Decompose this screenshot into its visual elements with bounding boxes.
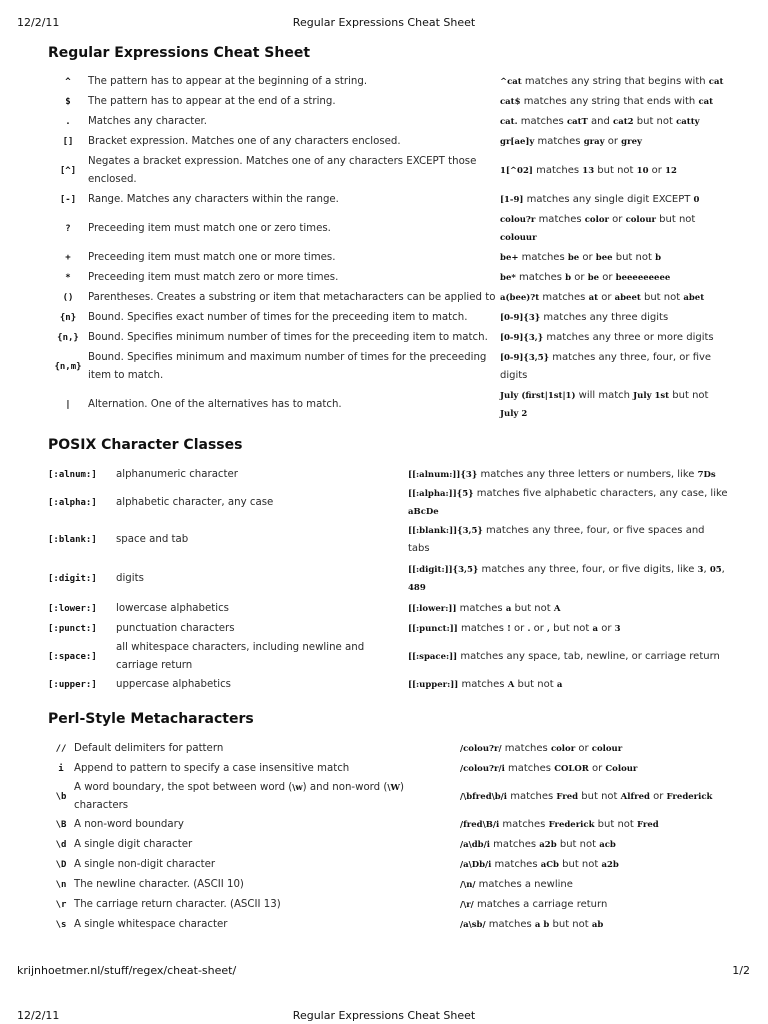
code-snippet: cat: [708, 77, 724, 87]
pattern-example: [500, 72, 728, 92]
code-snippet: colou?r: [500, 215, 536, 225]
code-snippet: /\r/: [460, 900, 474, 910]
text-fragment: but not: [514, 679, 557, 690]
text-fragment: matches: [504, 763, 555, 774]
pattern-description: uppercase alphabetics: [116, 679, 231, 690]
pattern-description: Bracket expression. Matches one of any characters enclosed.: [88, 136, 401, 147]
code-snippet: acb: [599, 840, 616, 850]
text-fragment: or: [530, 623, 548, 634]
text-fragment: but not: [578, 791, 621, 802]
text-fragment: Default delimiters for pattern: [74, 743, 224, 754]
pattern-example: [500, 288, 728, 308]
pattern-symbol: \n: [55, 880, 67, 890]
code-snippet: be+: [500, 253, 519, 263]
code-snippet: [[:digit:]]{3,5}: [408, 565, 479, 575]
code-snippet: catT: [566, 117, 588, 127]
pattern-symbol: *: [65, 273, 71, 283]
text-fragment: matches a newline: [475, 879, 573, 890]
text-fragment: or: [588, 763, 606, 774]
table-row: [48, 210, 728, 248]
section-title-regex: Regular Expressions Cheat Sheet: [48, 45, 311, 61]
table-row: [48, 915, 728, 935]
regex-table: [48, 72, 728, 424]
code-snippet: July 1st: [633, 391, 670, 401]
pattern-description: Parentheses. Creates a substring or item that metacharacters can be applied to: [88, 292, 496, 303]
pattern-example: [500, 248, 728, 268]
pattern-description: lowercase alphabetics: [116, 603, 229, 614]
code-snippet: /a\Db/i: [460, 860, 492, 870]
pattern-example: [408, 559, 728, 599]
code-snippet: [0-9]{3,}: [500, 333, 544, 343]
table-row: [48, 619, 728, 639]
table-row: [48, 465, 728, 485]
code-snippet: \W: [387, 783, 401, 793]
table-row: [48, 308, 728, 328]
code-snippet: [[:lower:]]: [408, 604, 457, 614]
pattern-symbol: i: [58, 764, 64, 774]
pattern-example: [460, 779, 728, 815]
table-row: [48, 386, 728, 424]
table-row: [48, 72, 728, 92]
pattern-description: Bound. Specifies minimum and maximum number of times for the preceeding item to match.: [88, 352, 487, 381]
code-snippet: !: [507, 624, 511, 634]
pattern-symbol: \r: [55, 900, 67, 910]
pattern-symbol: [:alpha:]: [48, 498, 97, 508]
text-fragment: or: [571, 272, 588, 283]
pattern-example: [460, 739, 728, 759]
code-snippet: be: [587, 273, 600, 283]
pattern-symbol: \s: [55, 920, 67, 930]
text-fragment: and: [587, 116, 614, 127]
section-title-posix: POSIX Character Classes: [48, 437, 243, 453]
pattern-description: [74, 739, 460, 759]
table-row: [48, 895, 728, 915]
code-snippet: be: [567, 253, 580, 263]
text-fragment: or: [608, 214, 626, 225]
pattern-example: [408, 465, 728, 485]
text-fragment: matches: [456, 603, 506, 614]
text-fragment: matches: [539, 292, 589, 303]
text-fragment: matches: [534, 136, 584, 147]
text-fragment: matches any three, four, or five digits, like: [478, 564, 698, 575]
table-row: [48, 92, 728, 112]
code-snippet: abeet: [614, 293, 641, 303]
pattern-example: [500, 328, 728, 348]
pattern-symbol: {n,}: [57, 333, 79, 343]
pattern-symbol: |: [65, 400, 71, 410]
pattern-example: [500, 386, 728, 424]
pattern-example: [500, 112, 728, 132]
text-fragment: or: [579, 252, 596, 263]
table-row: [48, 348, 728, 386]
table-row: [48, 835, 728, 855]
pattern-description: Bound. Specifies minimum number of times for the preceeding item to match.: [88, 332, 488, 343]
text-fragment: matches: [518, 252, 568, 263]
pattern-symbol: [:lower:]: [48, 604, 97, 614]
pattern-description: punctuation characters: [116, 623, 235, 634]
code-snippet: /fred\B/i: [460, 820, 500, 830]
table-row: [48, 739, 728, 759]
text-fragment: A non-word boundary: [74, 819, 184, 830]
pattern-symbol: []: [62, 137, 74, 147]
table-row: [48, 288, 728, 308]
code-snippet: /colou?r/: [460, 744, 502, 754]
pattern-symbol: [:punct:]: [48, 624, 97, 634]
text-fragment: but not: [558, 859, 602, 870]
table-row: [48, 559, 728, 599]
text-fragment: A single whitespace character: [74, 919, 228, 930]
pattern-symbol: [:blank:]: [48, 535, 97, 545]
pattern-description: [74, 895, 460, 915]
code-snippet: [1-9]: [500, 195, 524, 205]
pattern-example: [500, 268, 728, 288]
pattern-example: [460, 759, 728, 779]
text-fragment: matches: [489, 839, 540, 850]
table-row: [48, 759, 728, 779]
text-fragment: but not: [640, 292, 684, 303]
code-snippet: catty: [676, 117, 700, 127]
code-snippet: 489: [408, 583, 426, 593]
pattern-symbol: +: [65, 253, 71, 263]
pattern-example: [460, 875, 728, 895]
footer-page-number: 1/2: [732, 964, 750, 977]
text-fragment: but not: [550, 623, 593, 634]
pattern-description: all whitespace characters, including newline and carriage return: [116, 642, 365, 671]
pattern-symbol: [:alnum:]: [48, 470, 97, 480]
code-snippet: Frederick: [548, 820, 595, 830]
text-fragment: or: [598, 292, 615, 303]
header-date: 12/2/11: [17, 16, 60, 29]
code-snippet: a: [556, 680, 563, 690]
code-snippet: July (first|1st|1): [500, 391, 576, 401]
text-fragment: matches any three letters or numbers, like: [477, 469, 698, 480]
pattern-symbol: \D: [55, 860, 67, 870]
text-fragment: ) and non-word (: [302, 782, 388, 793]
next-header-date: 12/2/11: [17, 1009, 60, 1022]
text-fragment: or: [575, 743, 592, 754]
table-row: [48, 779, 728, 815]
code-snippet: [0-9]{3,5}: [500, 353, 550, 363]
code-snippet: a b: [534, 920, 550, 930]
pattern-example: [408, 675, 728, 695]
pattern-example: [408, 485, 728, 521]
code-snippet: A: [507, 680, 515, 690]
code-snippet: Fred: [637, 820, 659, 830]
text-fragment: matches: [457, 623, 508, 634]
text-fragment: matches: [485, 919, 535, 930]
table-row: [48, 599, 728, 619]
code-snippet: .: [527, 624, 531, 634]
pattern-symbol: {n,m}: [54, 362, 82, 372]
pattern-description: Negates a bracket expression. Matches one of any characters EXCEPT those enclosed.: [88, 156, 477, 185]
section-title-perl: Perl-Style Metacharacters: [48, 711, 254, 727]
text-fragment: matches any single digit EXCEPT: [523, 194, 694, 205]
text-fragment: A single non-digit character: [74, 859, 216, 870]
table-row: [48, 190, 728, 210]
pattern-description: [74, 835, 460, 855]
pattern-symbol: [^]: [59, 166, 77, 176]
pattern-description: [74, 915, 460, 935]
pattern-description: alphanumeric character: [116, 469, 238, 480]
code-snippet: a: [505, 604, 512, 614]
pattern-example: [408, 521, 728, 559]
code-snippet: cat.: [500, 117, 518, 127]
text-fragment: but not: [556, 839, 600, 850]
text-fragment: but not: [594, 819, 638, 830]
code-snippet: b: [565, 273, 572, 283]
pattern-example: [500, 348, 728, 386]
pattern-example: [500, 190, 728, 210]
code-snippet: July 2: [500, 409, 528, 419]
pattern-symbol: //: [55, 744, 67, 754]
code-snippet: 13: [582, 166, 595, 176]
pattern-description: [74, 855, 460, 875]
code-snippet: cat2: [613, 117, 634, 127]
pattern-example: [460, 815, 728, 835]
text-fragment: matches any string that begins with: [521, 76, 709, 87]
pattern-description: space and tab: [116, 534, 189, 545]
text-fragment: A single digit character: [74, 839, 193, 850]
code-snippet: COLOR: [554, 764, 589, 774]
code-snippet: 1[^02]: [500, 166, 533, 176]
text-fragment: or: [604, 136, 622, 147]
code-snippet: \w: [292, 783, 303, 793]
code-snippet: beeeeeeeee: [615, 273, 671, 283]
text-fragment: matches a carriage return: [473, 899, 608, 910]
table-row: [48, 815, 728, 835]
text-fragment: matches: [501, 743, 551, 754]
code-snippet: 05: [709, 565, 722, 575]
code-snippet: cat: [698, 97, 714, 107]
pattern-description: Range. Matches any characters within the range.: [88, 194, 339, 205]
pattern-description: Preceeding item must match one or zero times.: [88, 223, 331, 234]
text-fragment: but not: [669, 390, 709, 401]
table-row: [48, 875, 728, 895]
code-snippet: 3: [697, 565, 704, 575]
code-snippet: colouur: [500, 233, 537, 243]
code-snippet: at: [588, 293, 599, 303]
code-snippet: 10: [636, 166, 649, 176]
code-snippet: aBcDe: [408, 507, 439, 517]
text-fragment: matches five alphabetic characters, any case, like: [473, 488, 728, 499]
text-fragment: matches any three or more digits: [543, 332, 714, 343]
pattern-description: Matches any character.: [88, 116, 207, 127]
text-fragment: matches: [532, 165, 583, 176]
text-fragment: but not: [633, 116, 677, 127]
code-snippet: [[:alnum:]]{3}: [408, 470, 478, 480]
pattern-symbol: (): [62, 293, 74, 303]
code-snippet: color: [584, 215, 609, 225]
text-fragment: The newline character. (ASCII 10): [74, 879, 244, 890]
table-row: [48, 855, 728, 875]
pattern-example: [460, 855, 728, 875]
code-snippet: gray: [583, 137, 605, 147]
pattern-symbol: {n}: [59, 313, 77, 323]
code-snippet: [[:punct:]]: [408, 624, 458, 634]
text-fragment: matches: [507, 791, 557, 802]
text-fragment: or: [649, 791, 667, 802]
text-fragment: but not: [655, 214, 696, 225]
text-fragment: matches any three, four, or five spaces and tabs: [408, 525, 705, 554]
text-fragment: matches: [515, 272, 566, 283]
pattern-description: [74, 779, 460, 815]
text-fragment: but not: [511, 603, 554, 614]
code-snippet: be*: [500, 273, 516, 283]
pattern-symbol: ^: [65, 77, 71, 87]
code-snippet: 0: [693, 195, 700, 205]
code-snippet: 7Ds: [697, 470, 716, 480]
pattern-symbol: \d: [55, 840, 67, 850]
text-fragment: matches any space, tab, newline, or carriage return: [457, 651, 720, 662]
pattern-symbol: [:upper:]: [48, 680, 97, 690]
table-row: [48, 521, 728, 559]
text-fragment: matches: [491, 859, 541, 870]
code-snippet: colour: [625, 215, 656, 225]
code-snippet: [[:alpha:]]{5}: [408, 489, 474, 499]
pattern-example: [460, 895, 728, 915]
pattern-example: [460, 915, 728, 935]
table-row: [48, 485, 728, 521]
pattern-example: [500, 132, 728, 152]
pattern-example: [408, 619, 728, 639]
code-snippet: [[:upper:]]: [408, 680, 459, 690]
code-snippet: ^cat: [500, 77, 522, 87]
text-fragment: matches: [535, 214, 585, 225]
text-fragment: matches any three, four, or five digits: [500, 352, 712, 381]
code-snippet: colour: [591, 744, 623, 754]
code-snippet: 3: [614, 624, 621, 634]
pattern-symbol: ?: [65, 224, 71, 234]
code-snippet: A: [553, 604, 561, 614]
pattern-example: [500, 152, 728, 190]
pattern-symbol: .: [65, 117, 71, 127]
table-row: [48, 152, 728, 190]
text-fragment: or: [599, 272, 616, 283]
pattern-description: digits: [116, 573, 144, 584]
text-fragment: or: [510, 623, 528, 634]
code-snippet: Frederick: [666, 792, 713, 802]
next-header-title: Regular Expressions Cheat Sheet: [292, 1009, 476, 1022]
code-snippet: aCb: [540, 860, 559, 870]
text-fragment: A word boundary, the spot between word (: [74, 782, 293, 793]
footer-url: krijnhoetmer.nl/stuff/regex/cheat-sheet/: [17, 964, 237, 977]
code-snippet: /colou?r/i: [460, 764, 505, 774]
text-fragment: matches: [499, 819, 549, 830]
pattern-symbol: \b: [55, 792, 67, 802]
text-fragment: matches any three digits: [540, 312, 669, 323]
table-row: [48, 268, 728, 288]
code-snippet: bee: [595, 253, 613, 263]
pattern-description: The pattern has to appear at the end of a string.: [88, 96, 336, 107]
pattern-description: [74, 875, 460, 895]
code-snippet: ,: [547, 624, 550, 634]
code-snippet: Fred: [556, 792, 579, 802]
code-snippet: Alfred: [620, 792, 650, 802]
code-snippet: /a\sb/: [460, 920, 486, 930]
posix-table: [48, 465, 728, 695]
code-snippet: 12: [665, 166, 677, 176]
table-row: [48, 675, 728, 695]
code-snippet: color: [550, 744, 576, 754]
text-fragment: ) characters: [74, 782, 405, 811]
pattern-example: [500, 92, 728, 112]
code-snippet: gr[ae]y: [500, 137, 535, 147]
pattern-symbol: \B: [55, 820, 67, 830]
pattern-symbol: [:space:]: [48, 652, 97, 662]
table-row: [48, 112, 728, 132]
perl-table: [48, 739, 728, 935]
code-snippet: grey: [621, 137, 642, 147]
pattern-symbol: [:digit:]: [48, 574, 97, 584]
pattern-description: The pattern has to appear at the beginning of a string.: [88, 76, 368, 87]
code-snippet: /\bfred\b/i: [460, 792, 508, 802]
code-snippet: Colour: [605, 764, 638, 774]
text-fragment: or: [648, 165, 666, 176]
code-snippet: a2b: [539, 840, 557, 850]
code-snippet: [[:blank:]]{3,5}: [408, 526, 483, 536]
pattern-description: alphabetic character, any case: [116, 497, 274, 508]
code-snippet: /a\db/i: [460, 840, 490, 850]
text-fragment: will match: [575, 390, 634, 401]
pattern-example: [408, 639, 728, 675]
text-fragment: matches any string that ends with: [520, 96, 699, 107]
text-fragment: matches: [517, 116, 567, 127]
table-row: [48, 248, 728, 268]
pattern-symbol: $: [65, 97, 71, 107]
code-snippet: a(bee)?t: [500, 293, 540, 303]
text-fragment: ,: [703, 564, 710, 575]
table-row: [48, 328, 728, 348]
text-fragment: but not: [594, 165, 637, 176]
code-snippet: [0-9]{3}: [500, 313, 541, 323]
pattern-example: [460, 835, 728, 855]
table-row: [48, 132, 728, 152]
pattern-example: [500, 308, 728, 328]
pattern-description: Alternation. One of the alternatives has to match.: [88, 399, 342, 410]
text-fragment: or: [598, 623, 615, 634]
pattern-description: Preceeding item must match one or more times.: [88, 252, 336, 263]
pattern-description: [74, 815, 460, 835]
code-snippet: b: [655, 253, 662, 263]
code-snippet: /\n/: [460, 880, 476, 890]
pattern-example: [408, 599, 728, 619]
pattern-description: [74, 759, 460, 779]
text-fragment: but not: [612, 252, 656, 263]
pattern-description: Preceeding item must match zero or more times.: [88, 272, 339, 283]
code-snippet: [[:space:]]: [408, 652, 458, 662]
code-snippet: a: [592, 624, 599, 634]
table-row: [48, 639, 728, 675]
text-fragment: ,: [721, 564, 725, 575]
code-snippet: a2b: [601, 860, 619, 870]
pattern-symbol: [-]: [59, 195, 77, 205]
text-fragment: matches: [458, 679, 508, 690]
header-title: Regular Expressions Cheat Sheet: [292, 16, 476, 29]
code-snippet: cat$: [500, 97, 521, 107]
pattern-description: Bound. Specifies exact number of times for the preceeding item to match.: [88, 312, 468, 323]
pattern-example: [500, 210, 728, 248]
text-fragment: The carriage return character. (ASCII 13): [74, 899, 281, 910]
text-fragment: but not: [549, 919, 592, 930]
text-fragment: Append to pattern to specify a case insensitive match: [74, 763, 350, 774]
code-snippet: abet: [683, 293, 705, 303]
code-snippet: ab: [591, 920, 604, 930]
